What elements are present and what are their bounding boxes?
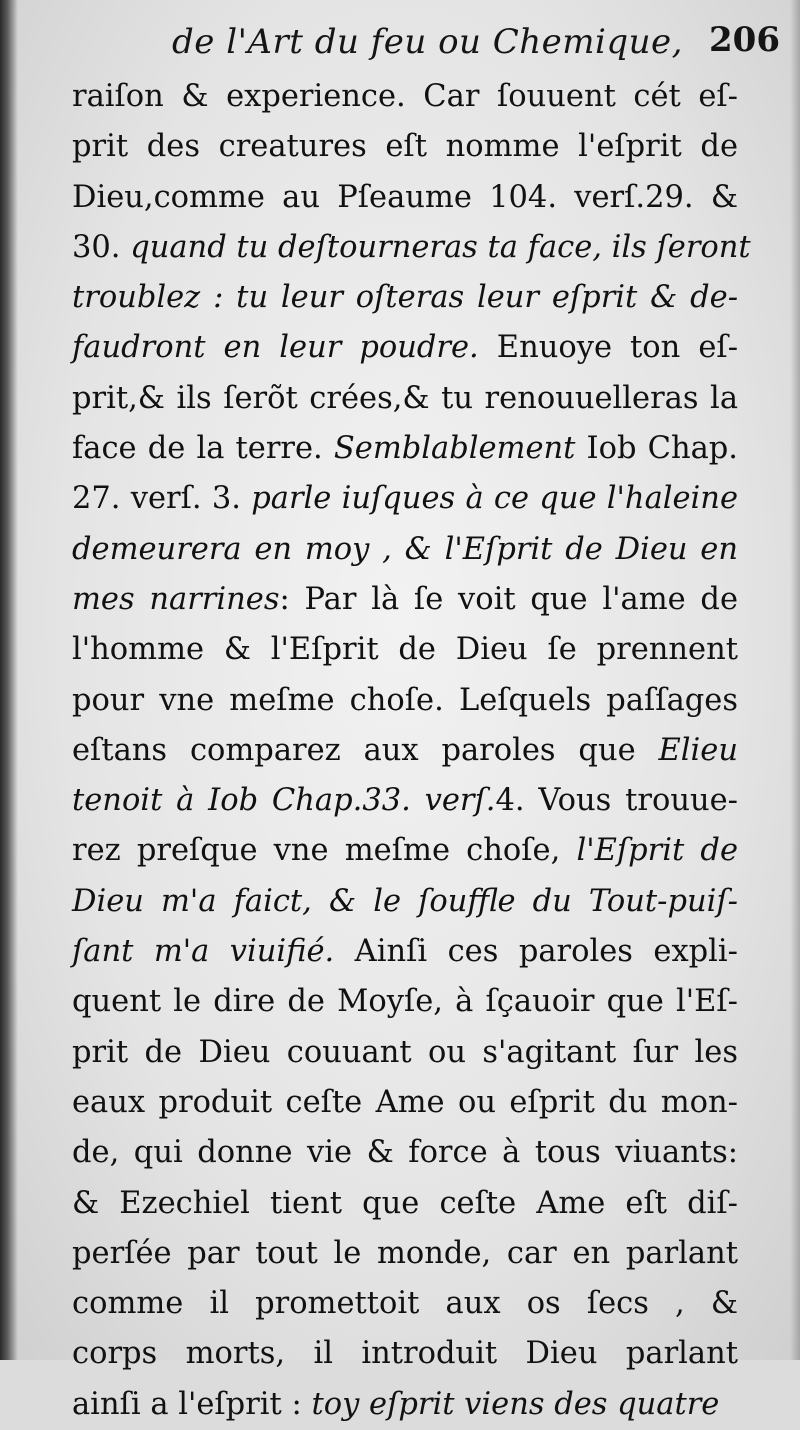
text-segment: eſtans comparez aux paroles que xyxy=(72,732,659,768)
text-line xyxy=(72,525,738,575)
text-line xyxy=(72,122,738,172)
italic-text-segment: tenoit à Iob Chap.33. verſ. xyxy=(72,783,496,819)
text-line xyxy=(72,826,738,876)
running-title: de l'Art du feu ou Chemique, xyxy=(172,22,683,62)
italic-text-segment: mes narrines xyxy=(72,581,280,617)
text-line xyxy=(72,575,738,625)
text-line xyxy=(72,676,738,726)
text-segment: corps morts, il introduit Dieu parlant xyxy=(72,1336,738,1372)
text-segment: eaux produit ceſte Ame ou eſprit du mon- xyxy=(72,1084,738,1120)
text-line xyxy=(72,1179,738,1229)
text-line xyxy=(72,1229,738,1279)
text-segment: Iob Chap. xyxy=(575,431,738,467)
text-segment: de, qui donne vie & force à tous viuants: xyxy=(72,1135,738,1171)
text-segment: Ainſi ces paroles expli- xyxy=(334,934,738,970)
text-line xyxy=(72,374,738,424)
text-segment: comme il promettoit aux os ſecs , & xyxy=(72,1286,738,1322)
text-segment: 30. xyxy=(72,229,131,265)
text-line xyxy=(72,1279,738,1329)
text-segment: & Ezechiel tient que ceſte Ame eſt diſ- xyxy=(72,1185,738,1221)
italic-text-segment: troublez : tu leur oſteras leur eſprit & de- xyxy=(72,280,738,316)
text-segment: pour vne meſme choſe. Leſquels paſſages xyxy=(72,682,738,718)
italic-text-segment: quand tu deſtourneras ta face, ils ſeront xyxy=(130,229,751,265)
text-line xyxy=(72,273,738,323)
text-line xyxy=(72,72,738,122)
text-segment: face de la terre. xyxy=(72,431,334,467)
text-line xyxy=(72,625,738,675)
text-line xyxy=(72,726,738,776)
text-line xyxy=(72,223,751,273)
text-segment: Enuoye ton eſ- xyxy=(478,330,739,366)
italic-text-segment: ſant m'a viuifié. xyxy=(72,934,335,970)
text-segment: ainſi a l'eſprit : xyxy=(72,1386,312,1422)
text-line xyxy=(72,173,738,223)
text-segment: l'homme & l'Eſprit de Dieu ſe prennent xyxy=(72,632,738,668)
text-line xyxy=(72,877,738,927)
text-segment: prit de Dieu couuant ou s'agitant ſur les xyxy=(72,1034,738,1070)
text-line xyxy=(72,1380,738,1430)
text-line xyxy=(72,323,738,373)
text-segment: : Par là ſe voit que l'ame de xyxy=(279,581,739,617)
italic-text-segment: parle iuſques à ce que l'haleine xyxy=(251,481,739,517)
italic-text-segment: Dieu m'a faict, & le ſouffle du Tout-puiſ- xyxy=(72,883,738,919)
text-line xyxy=(72,927,738,977)
text-segment: perſée par tout le monde, car en parlant xyxy=(72,1235,738,1271)
page-edge xyxy=(790,0,800,1360)
text-segment: rez preſque vne meſme choſe, xyxy=(72,833,577,869)
text-line xyxy=(72,1028,738,1078)
page-header xyxy=(60,14,780,70)
italic-text-segment: l'Eſprit de xyxy=(576,833,738,869)
text-segment: 27. verſ. 3. xyxy=(72,481,252,517)
spine-shadow xyxy=(0,0,18,1360)
italic-text-segment: demeurera en moy , & l'Eſprit de Dieu en xyxy=(72,531,738,567)
text-line xyxy=(72,424,738,474)
text-segment: quent le dire de Moyſe, à ſçauoir que l'Eſ- xyxy=(72,984,738,1020)
text-line xyxy=(72,1128,738,1178)
text-line xyxy=(72,1078,738,1128)
text-segment: Dieu,comme au Pſeaume 104. verſ.29. & xyxy=(72,179,738,215)
italic-text-segment: toy eſprit viens des quatre xyxy=(311,1386,720,1422)
text-line xyxy=(72,977,738,1027)
text-segment: 4. Vous trouue- xyxy=(495,783,738,819)
text-line xyxy=(72,1329,738,1379)
text-segment: prit des creatures eſt nomme l'eſprit de xyxy=(72,129,738,165)
body-text xyxy=(72,72,751,1430)
italic-text-segment: Semblablement xyxy=(333,431,576,467)
text-segment: prit,& ils ſerõt crées,& tu renouuelleras la xyxy=(72,380,738,416)
page-number: 206 xyxy=(709,20,780,60)
italic-text-segment: faudront en leur poudre. xyxy=(72,330,479,366)
italic-text-segment: Elieu xyxy=(658,732,738,768)
text-segment: raiſon & experience. Car ſouuent cét eſ- xyxy=(72,79,738,114)
text-line xyxy=(72,474,738,524)
text-line xyxy=(72,776,738,826)
